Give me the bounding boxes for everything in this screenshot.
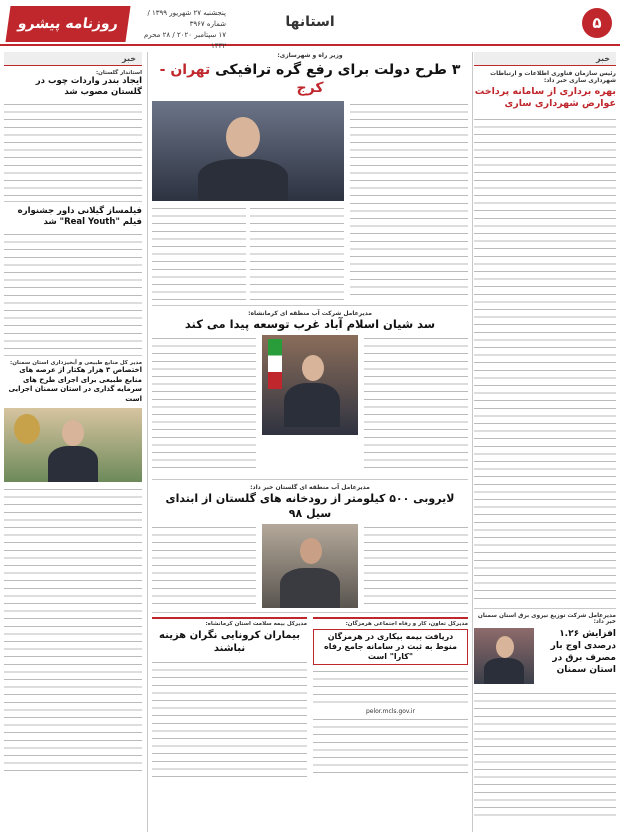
mid-article xyxy=(152,335,468,475)
right-headline: بهره برداری از سامانه پرداخت عوارض شهرداری ساری xyxy=(474,86,616,109)
newspaper-logo: روزنامه پیشرو xyxy=(5,6,130,42)
center-text-c xyxy=(152,205,246,301)
left-column-label: خبر xyxy=(4,52,142,66)
semnan-photo xyxy=(4,408,142,482)
box1-headline-frame xyxy=(313,629,468,665)
right-box-headline: افزایش ۱.۲۶ درصدی اوج بار مصرف برق در استان سمنان xyxy=(550,629,616,675)
left-item3-headline: اختصاص ۳ هزار هکتار از عرصه های منابع طبیعی برای اجرای طرح های سرمایه گذاری در استان سمنان اجرایی است xyxy=(8,366,142,403)
box2-headline: بیماران کرونایی نگران هزینه نباشند xyxy=(159,630,300,654)
section-title: استانها xyxy=(285,14,335,30)
left-item3-kicker: مدیر کل منابع طبیعی و آبخیزداری استان سمنان: xyxy=(10,360,142,366)
left-item1-kicker: استاندار گلستان: xyxy=(95,70,142,76)
box1-headline: دریافت بیمه بیکاری در هرمزگان منوط به ثبت در سامانه جامع رفاه "کارا" است xyxy=(324,632,457,661)
left-item1-text xyxy=(4,101,142,197)
bottom-box-kermanshah xyxy=(152,617,307,767)
mid-text-a xyxy=(364,335,468,475)
right-box-text xyxy=(474,690,616,820)
left-item2-headline: فیلمساز گیلانی داور جشنواره فیلم "Real Youth" شد xyxy=(17,206,142,227)
lower-text-a xyxy=(364,524,468,608)
right-column-label: خبر xyxy=(474,52,616,66)
center-headline: ۳ طرح دولت برای رفع گره ترافیکی تهران - کرج xyxy=(159,62,461,96)
divider xyxy=(4,355,142,356)
mid-headline: سد شیان اسلام آباد غرب توسعه پیدا می کند xyxy=(184,317,436,331)
left-column xyxy=(4,52,142,832)
center-kicker: وزیر راه و شهرسازی: xyxy=(277,52,343,59)
page-header xyxy=(0,0,620,50)
left-item1-headline: ایجاد بندر واردات چوب در گلستان مصوب شد xyxy=(35,76,142,97)
kermanshah-photo xyxy=(262,335,358,435)
box1-text-more xyxy=(313,716,468,778)
box1-kicker: مدیرکل تعاون، کار و رفاه اجتماعی هرمزگان: xyxy=(345,621,468,627)
box1-url[interactable]: pelor.mcls.gov.ir xyxy=(365,708,416,715)
divider xyxy=(152,612,468,613)
divider xyxy=(4,201,142,202)
divider xyxy=(474,608,616,609)
bottom-box-hormozgan xyxy=(313,617,468,767)
box2-text xyxy=(152,659,307,779)
box2-kicker: مدیرکل بیمه سلامت استان کرمانشاه: xyxy=(205,621,307,627)
lower-kicker: مدیرعامل آب منطقه ای گلستان خبر داد: xyxy=(250,484,370,491)
lower-headline: لایروبی ۵۰۰ کیلومتر از رودخانه های گلستان از ابتدای سیل ۹۸ xyxy=(165,492,455,520)
divider xyxy=(152,305,468,306)
lower-text-b xyxy=(152,524,256,608)
left-item2-text xyxy=(4,231,142,351)
center-top-article xyxy=(152,101,468,301)
right-column xyxy=(474,52,616,832)
right-kicker: رئیس سازمان فناوری اطلاعات و ارتباطات شهرداری ساری خبر داد: xyxy=(490,70,616,84)
box1-text xyxy=(313,668,468,708)
center-text-a xyxy=(350,101,468,301)
right-article-text xyxy=(474,116,616,604)
center-text-b xyxy=(250,205,344,301)
column-divider xyxy=(472,52,473,832)
center-column xyxy=(152,52,468,832)
issue-date: پنجشنبه ۲۷ شهریور ۱۳۹۹ / شماره ۳۹۶۷ ۱۷ سپتامبر ۲۰۲۰ / ۲۸ محرم ۱۴۴۲ xyxy=(143,9,226,50)
left-item3-text xyxy=(4,486,142,776)
mid-kicker: مدیرعامل شرکت آب منطقه ای کرمانشاه: xyxy=(248,310,372,317)
mid-text-b xyxy=(152,335,256,475)
golestan-photo xyxy=(262,524,358,608)
lower-article xyxy=(152,524,468,608)
column-divider xyxy=(147,52,148,832)
right-box-photo xyxy=(474,628,534,684)
page-number: ۵ xyxy=(582,8,612,38)
divider xyxy=(152,479,468,480)
right-box-kicker: مدیرعامل شرکت توزیع نیروی برق استان سمنان خبر داد: xyxy=(477,613,616,625)
minister-photo xyxy=(152,101,344,201)
